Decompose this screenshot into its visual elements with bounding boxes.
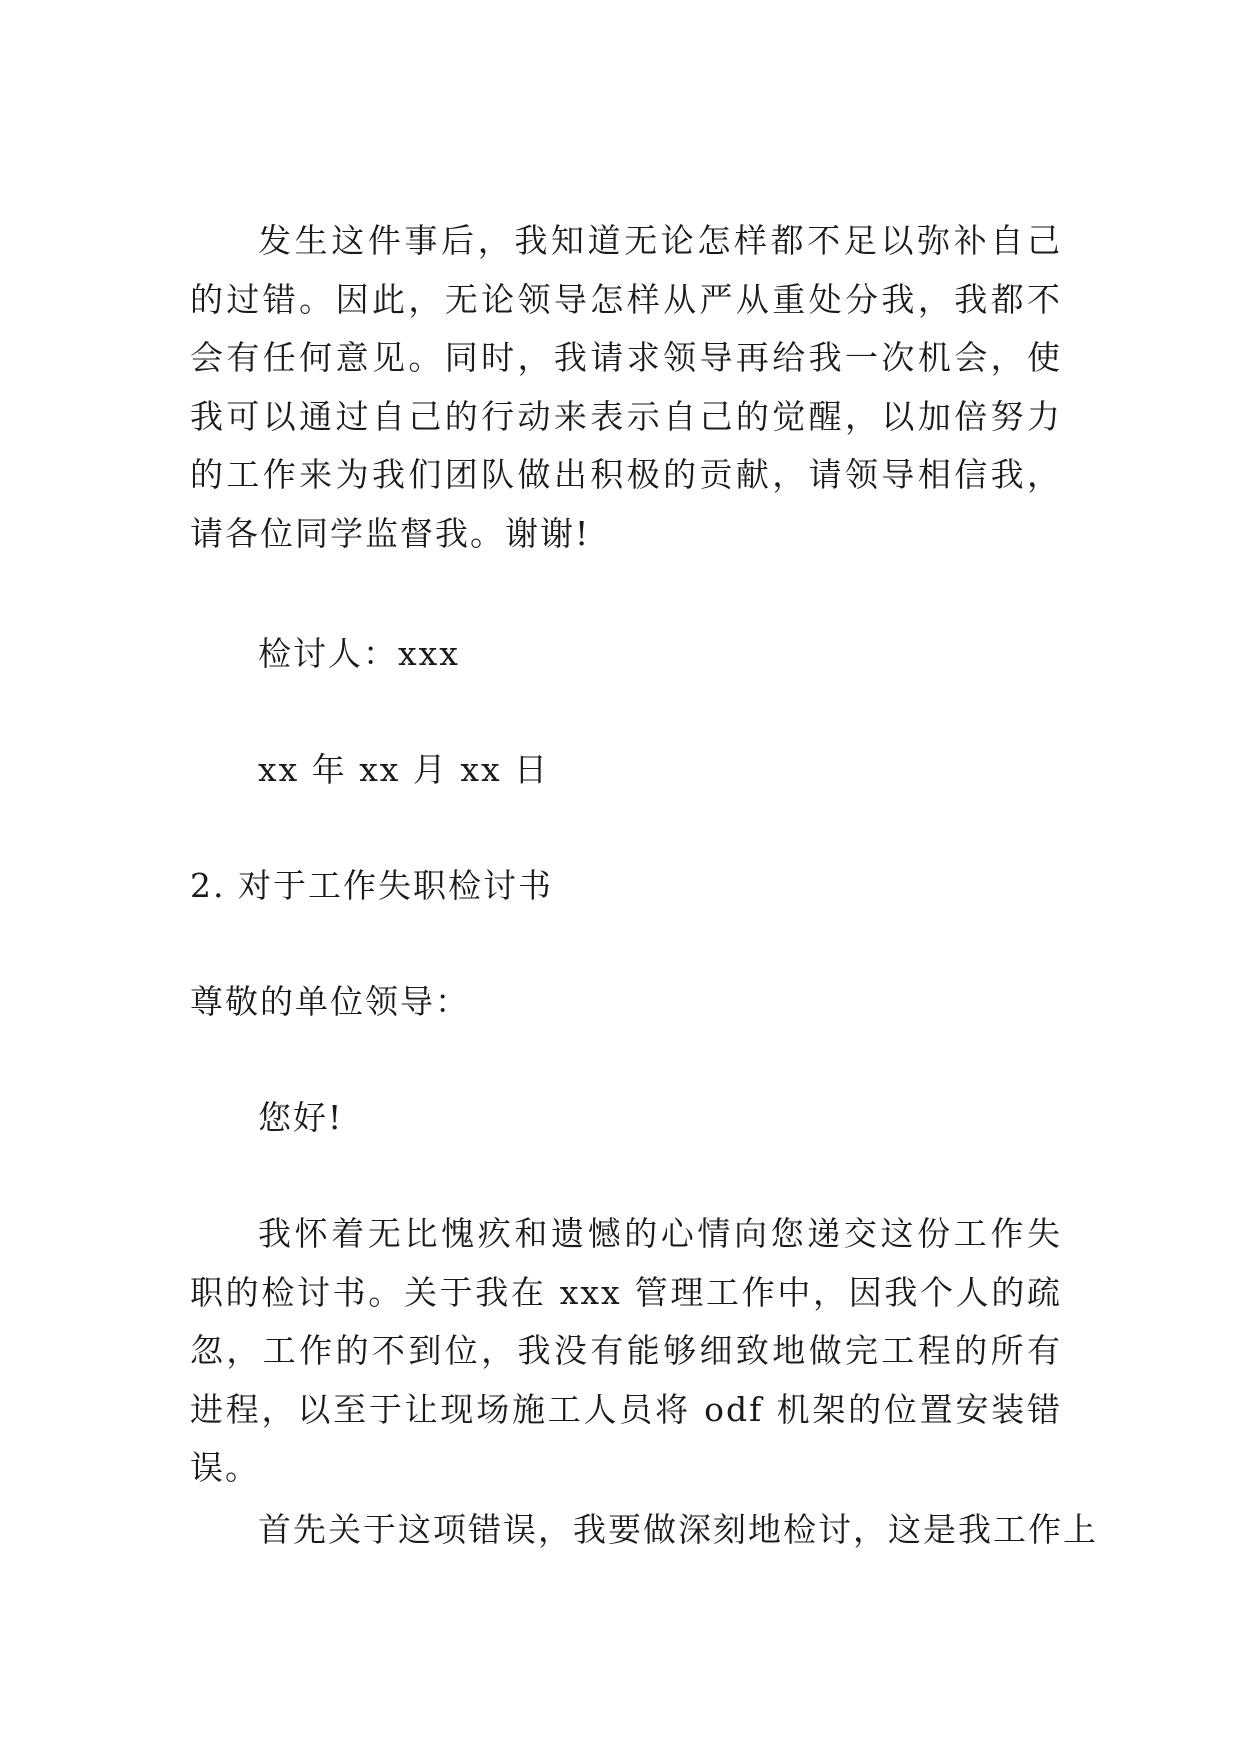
- greeting: 您好!: [258, 1098, 344, 1137]
- body-paragraph-reflection: 首先关于这项错误，我要做深刻地检讨，这是我工作上: [258, 1510, 1098, 1549]
- date-line: xx 年 xx 月 xx 日: [258, 750, 550, 789]
- body-paragraph-apology: 发生这件事后，我知道无论怎样都不足以弥补自己的过错。因此，无论领导怎样从严从重处分我，我都不会有任何意见。同时，我请求领导再给我一次机会，使我可以通过自己的行动来表示自己的觉醒，以加倍努力的工作来为我们团队做出积极的贡献，请领导相信我，请各位同学监督我。谢谢!: [190, 221, 1062, 553]
- signature-line: 检讨人：xxx: [258, 634, 460, 673]
- body-paragraph-confession: 我怀着无比愧疚和遗憾的心情向您递交这份工作失职的检讨书。关于我在 xxx 管理工作中，因我个人的疏忽，工作的不到位，我没有能够细致地做完工程的所有进程，以至于让现场施工人员将 odf 机架的位置安装错误。: [190, 1214, 1062, 1487]
- section-title: 2. 对于工作失职检讨书: [190, 866, 553, 905]
- salutation: 尊敬的单位领导：: [190, 982, 470, 1021]
